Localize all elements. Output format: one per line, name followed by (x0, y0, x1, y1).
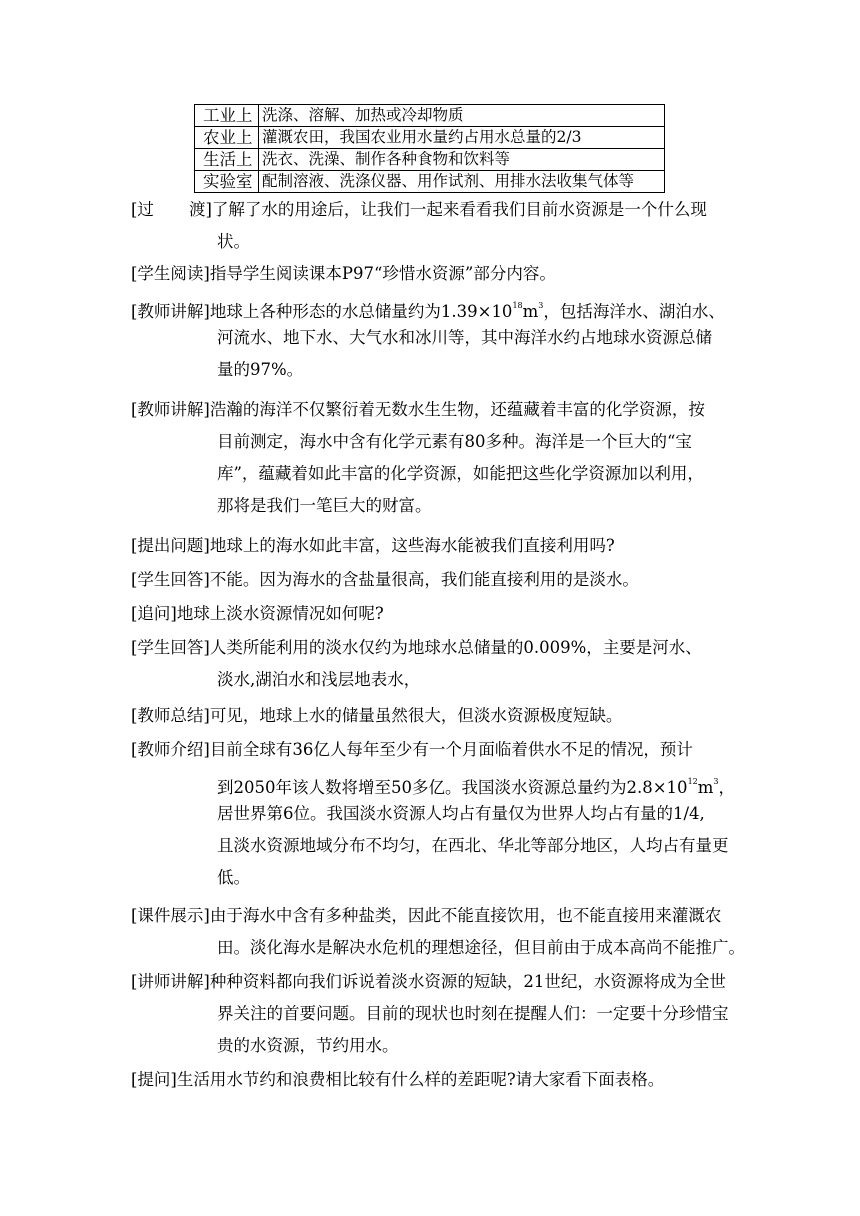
superscript: 3 (538, 301, 544, 310)
table-row (195, 105, 665, 127)
table-row (195, 149, 665, 171)
paragraph-student-answer-1 (131, 564, 639, 596)
paragraph-follow-up (131, 598, 384, 630)
water-uses-table (194, 104, 665, 193)
paragraph-label: [教师讲解] (131, 400, 210, 419)
paragraph-student-reading (131, 258, 556, 290)
table-cell-description: 配制溶液、洗涤仪器、用作试剂、用排水法收集气体等 (259, 171, 665, 193)
table-row (195, 171, 665, 193)
paragraph-text: m (522, 302, 539, 321)
table-cell-description: 灌溉农田，我国农业用水量约占用水总量的2/3 (259, 127, 665, 149)
paragraph-text: 人类所能利用的淡水仅约为地球水总储量的0.009%，主要是河水、 (209, 638, 702, 657)
paragraph-label: [追问] (131, 604, 177, 623)
superscript: 3 (713, 777, 719, 786)
paragraph-teacher-explain-2 (131, 394, 705, 522)
paragraph-text: 贵的水资源，节约用水。 (217, 1036, 399, 1055)
paragraph-text: 界关注的首要问题。目前的现状也时刻在提醒人们：一定要十分珍惜宝 (217, 1004, 729, 1023)
paragraph-student-answer-2 (131, 632, 702, 696)
paragraph-text: m (697, 778, 714, 797)
paragraph-label: [教师讲解] (131, 302, 210, 321)
paragraph-teacher-summary (131, 700, 622, 732)
paragraph-text: 目前测定，海水中含有化学元素有80多种。海洋是一个巨大的“宝 (217, 432, 692, 451)
paragraph-label: [学生阅读] (131, 264, 210, 283)
paragraph-text: 指导学生阅读课本P97“珍惜水资源”部分内容。 (209, 264, 556, 283)
paragraph-text: ，包括海洋水、湖泊水、 (543, 302, 725, 321)
paragraph-text: 了解了水的用途后，让我们一起来看看我们目前水资源是一个什么现 (211, 200, 707, 219)
paragraph-lecturer-explain (131, 966, 729, 1062)
paragraph-label: 渡] (188, 200, 212, 219)
paragraph-text: 种种资料都向我们诉说着淡水资源的短缺，21世纪，水资源将成为全世 (209, 972, 726, 991)
superscript: 18 (512, 301, 523, 310)
paragraph-label: [课件展示] (131, 906, 210, 925)
paragraph-teacher-intro (131, 734, 735, 894)
table-cell-category: 农业上 (195, 127, 259, 149)
paragraph-text: 目前全球有36亿人每年至少有一个月面临着供水不足的情况，预计 (209, 740, 693, 759)
table-cell-description: 洗涤、溶解、加热或冷却物质 (259, 105, 665, 127)
paragraph-text: 地球上淡水资源情况如何呢? (176, 604, 384, 623)
paragraph-label: [提问] (131, 1070, 177, 1089)
table-cell-category: 生活上 (195, 149, 259, 171)
paragraph-question (131, 530, 615, 562)
paragraph-text: 由于海水中含有多种盐类，因此不能直接饮用，也不能直接用来灌溉农 (209, 906, 722, 925)
paragraph-teacher-explain-1 (131, 290, 725, 386)
table-cell-description: 洗衣、洗澡、制作各种食物和饮料等 (259, 149, 665, 171)
paragraph-text: 可见，地球上水的储量虽然很大，但淡水资源极度短缺。 (209, 706, 623, 725)
paragraph-label: [过 (131, 200, 154, 219)
table-cell-category: 实验室 (195, 171, 259, 193)
paragraph-text: 地球上的海水如此丰富，这些海水能被我们直接利用吗? (209, 536, 615, 555)
paragraph-slide-display (131, 900, 745, 964)
paragraph-text: ， (718, 778, 735, 797)
paragraph-label: [学生回答] (131, 638, 210, 657)
paragraph-text: 田。淡化海水是解决水危机的理想途径，但目前由于成本高尚不能推广。 (217, 938, 745, 957)
paragraph-text: 库”，蕴藏着如此丰富的化学资源，如能把这些化学资源加以利用， (217, 464, 704, 483)
paragraph-text: 状。 (217, 232, 250, 251)
paragraph-label: [讲师讲解] (131, 972, 210, 991)
paragraph-text: 且淡水资源地域分布不均匀，在西北、华北等部分地区，人均占有量更 (217, 836, 729, 855)
paragraph-ask (131, 1064, 664, 1096)
paragraph-text: 生活用水节约和浪费相比较有什么样的差距呢?请大家看下面表格。 (176, 1070, 665, 1089)
paragraph-text: 浩瀚的海洋不仅繁衍着无数水生生物，还蕴藏着丰富的化学资源，按 (209, 400, 705, 419)
paragraph-text: 低。 (217, 868, 250, 887)
paragraph-transition (131, 194, 707, 258)
paragraph-text: 不能。因为海水的含盐量很高，我们能直接利用的是淡水。 (209, 570, 639, 589)
paragraph-label: [学生回答] (131, 570, 210, 589)
paragraph-text: 到2050年该人数将增至50多亿。我国淡水资源总量约为2.8×10 (217, 778, 688, 797)
paragraph-text: 居世界第6位。我国淡水资源人均占有量仅为世界人均占有量的1/4, (217, 804, 705, 823)
paragraph-text: 地球上各种形态的水总储量约为1.39×10 (209, 302, 513, 321)
paragraph-text: 那将是我们一笔巨大的财富。 (217, 496, 432, 515)
table-cell-category: 工业上 (195, 105, 259, 127)
paragraph-text: 河流水、地下水、大气水和冰川等，其中海洋水约占地球水资源总储 (217, 328, 712, 347)
paragraph-label: [教师总结] (131, 706, 210, 725)
paragraph-label: [教师介绍] (131, 740, 210, 759)
table-row (195, 127, 665, 149)
superscript: 12 (687, 777, 698, 786)
paragraph-text: 量的97%。 (217, 360, 304, 379)
paragraph-label: [提出问题] (131, 536, 210, 555)
paragraph-text: 淡水,湖泊水和浅层地表水， (217, 670, 421, 689)
